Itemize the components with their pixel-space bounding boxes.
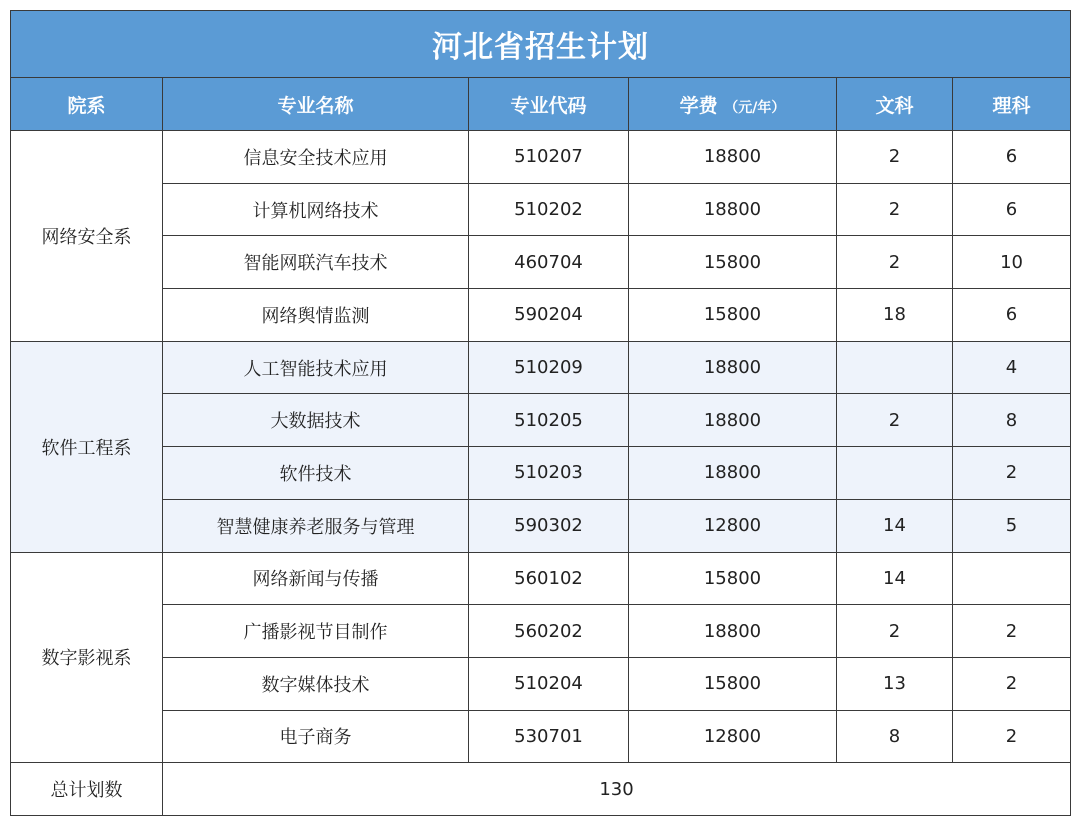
table-row: [11, 710, 1071, 763]
fee-cell: 15800: [629, 289, 837, 342]
fee-cell: 15800: [629, 657, 837, 710]
arts-cell: 2: [837, 183, 953, 236]
dept-cell: 软件工程系: [11, 341, 163, 552]
science-cell: 10: [953, 236, 1071, 289]
code-cell: 590204: [469, 289, 629, 342]
enrollment-plan-table: [10, 10, 1071, 816]
table-row: [11, 499, 1071, 552]
table-body: [11, 131, 1071, 763]
arts-cell: 2: [837, 605, 953, 658]
table-row: [11, 236, 1071, 289]
science-cell: 8: [953, 394, 1071, 447]
arts-cell: [837, 341, 953, 394]
code-cell: 560202: [469, 605, 629, 658]
table-row: [11, 131, 1071, 184]
table-row: [11, 341, 1071, 394]
arts-cell: 14: [837, 499, 953, 552]
table-title: 河北省招生计划: [11, 11, 1071, 78]
code-cell: 510205: [469, 394, 629, 447]
major-cell: 计算机网络技术: [163, 183, 469, 236]
science-cell: 2: [953, 447, 1071, 500]
table-row: [11, 183, 1071, 236]
major-cell: 智慧健康养老服务与管理: [163, 499, 469, 552]
table-row: [11, 394, 1071, 447]
code-cell: 510207: [469, 131, 629, 184]
arts-cell: 14: [837, 552, 953, 605]
science-cell: 4: [953, 341, 1071, 394]
header-code: 专业代码: [469, 78, 629, 131]
total-row: [11, 763, 1071, 816]
code-cell: 560102: [469, 552, 629, 605]
header-fee: [629, 78, 837, 131]
major-cell: 人工智能技术应用: [163, 341, 469, 394]
science-cell: 6: [953, 289, 1071, 342]
major-cell: 网络新闻与传播: [163, 552, 469, 605]
fee-cell: 18800: [629, 605, 837, 658]
header-science: 理科: [953, 78, 1071, 131]
science-cell: 6: [953, 183, 1071, 236]
total-value: 130: [163, 763, 1071, 816]
fee-cell: 12800: [629, 499, 837, 552]
header-dept: 院系: [11, 78, 163, 131]
arts-cell: 8: [837, 710, 953, 763]
science-cell: 2: [953, 605, 1071, 658]
major-cell: 电子商务: [163, 710, 469, 763]
code-cell: 510204: [469, 657, 629, 710]
table-row: [11, 289, 1071, 342]
dept-cell: 网络安全系: [11, 131, 163, 342]
major-cell: 智能网联汽车技术: [163, 236, 469, 289]
header-major: 专业名称: [163, 78, 469, 131]
fee-cell: 18800: [629, 447, 837, 500]
major-cell: 软件技术: [163, 447, 469, 500]
code-cell: 510203: [469, 447, 629, 500]
major-cell: 大数据技术: [163, 394, 469, 447]
science-cell: 5: [953, 499, 1071, 552]
table-row: [11, 657, 1071, 710]
fee-cell: 18800: [629, 183, 837, 236]
header-arts: 文科: [837, 78, 953, 131]
fee-cell: 12800: [629, 710, 837, 763]
table-row: [11, 447, 1071, 500]
science-cell: [953, 552, 1071, 605]
fee-cell: 18800: [629, 131, 837, 184]
dept-cell: 数字影视系: [11, 552, 163, 763]
arts-cell: 13: [837, 657, 953, 710]
arts-cell: 2: [837, 394, 953, 447]
major-cell: 广播影视节目制作: [163, 605, 469, 658]
arts-cell: 2: [837, 131, 953, 184]
science-cell: 6: [953, 131, 1071, 184]
header-fee-unit: （元/年）: [724, 99, 786, 116]
code-cell: 460704: [469, 236, 629, 289]
major-cell: 网络舆情监测: [163, 289, 469, 342]
fee-cell: 15800: [629, 236, 837, 289]
arts-cell: 18: [837, 289, 953, 342]
major-cell: 信息安全技术应用: [163, 131, 469, 184]
science-cell: 2: [953, 657, 1071, 710]
table-row: [11, 605, 1071, 658]
fee-cell: 18800: [629, 394, 837, 447]
arts-cell: [837, 447, 953, 500]
code-cell: 510209: [469, 341, 629, 394]
fee-cell: 15800: [629, 552, 837, 605]
science-cell: 2: [953, 710, 1071, 763]
code-cell: 590302: [469, 499, 629, 552]
table-row: [11, 552, 1071, 605]
major-cell: 数字媒体技术: [163, 657, 469, 710]
fee-cell: 18800: [629, 341, 837, 394]
header-fee-label: 学费: [679, 94, 718, 117]
total-label: 总计划数: [11, 763, 163, 816]
code-cell: 530701: [469, 710, 629, 763]
code-cell: 510202: [469, 183, 629, 236]
arts-cell: 2: [837, 236, 953, 289]
